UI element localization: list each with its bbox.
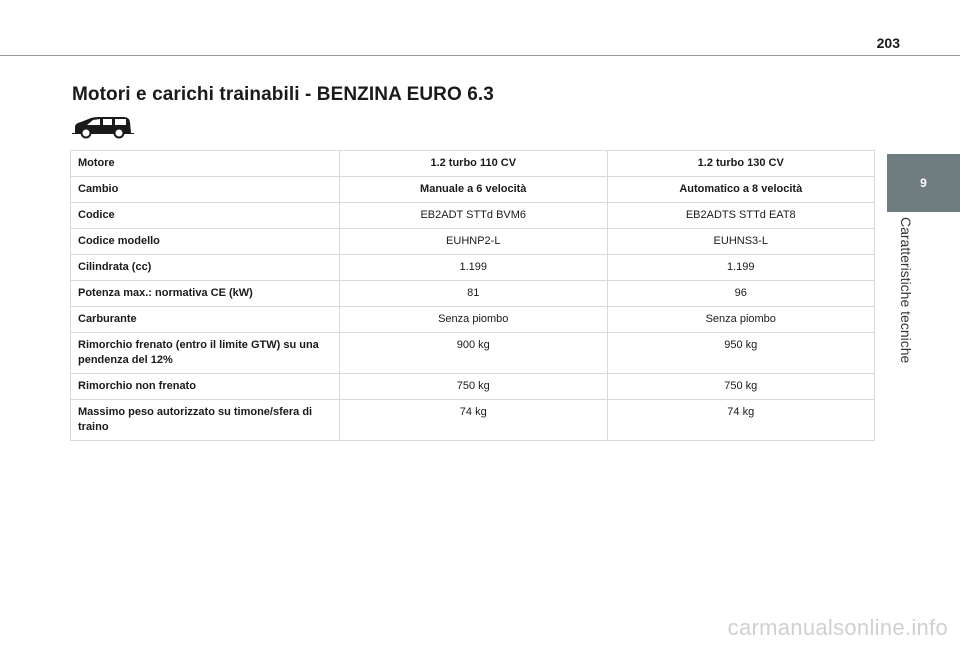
row-value: 81 bbox=[340, 281, 608, 307]
table-row bbox=[71, 374, 875, 400]
row-value: 1.199 bbox=[607, 255, 875, 281]
van-icon bbox=[72, 114, 134, 140]
table-row bbox=[71, 333, 875, 374]
row-value: 74 kg bbox=[340, 400, 608, 441]
row-value: 96 bbox=[607, 281, 875, 307]
top-rule bbox=[0, 55, 960, 56]
row-value: EUHNP2-L bbox=[340, 229, 608, 255]
row-value: 1.199 bbox=[340, 255, 608, 281]
row-label: Potenza max.: normativa CE (kW) bbox=[71, 281, 340, 307]
row-value: EUHNS3-L bbox=[607, 229, 875, 255]
table-row bbox=[71, 255, 875, 281]
row-label: Rimorchio non frenato bbox=[71, 374, 340, 400]
row-label: Codice bbox=[71, 203, 340, 229]
row-value: 1.2 turbo 110 CV bbox=[340, 151, 608, 177]
row-value: Manuale a 6 velocità bbox=[340, 177, 608, 203]
row-value: Senza piombo bbox=[607, 307, 875, 333]
table-row bbox=[71, 203, 875, 229]
row-label: Carburante bbox=[71, 307, 340, 333]
row-value: EB2ADT STTd BVM6 bbox=[340, 203, 608, 229]
row-label: Rimorchio frenato (entro il limite GTW) su una pendenza del 12% bbox=[71, 333, 340, 374]
page-title: Motori e carichi trainabili - BENZINA EURO 6.3 bbox=[72, 84, 494, 105]
row-label: Codice modello bbox=[71, 229, 340, 255]
row-value: Automatico a 8 velocità bbox=[607, 177, 875, 203]
row-value: 750 kg bbox=[607, 374, 875, 400]
row-value: 900 kg bbox=[340, 333, 608, 374]
table-row bbox=[71, 400, 875, 441]
watermark: carmanualsonline.info bbox=[727, 615, 948, 640]
table-row bbox=[71, 151, 875, 177]
table-row bbox=[71, 229, 875, 255]
row-label: Massimo peso autorizzato su timone/sfera di traino bbox=[71, 400, 340, 441]
row-label: Motore bbox=[71, 151, 340, 177]
engine-spec-table bbox=[70, 150, 875, 441]
page-number: 203 bbox=[876, 35, 900, 51]
table-row bbox=[71, 281, 875, 307]
chapter-title: Caratteristiche tecniche bbox=[898, 217, 914, 364]
table-row bbox=[71, 177, 875, 203]
row-value: 750 kg bbox=[340, 374, 608, 400]
row-value: Senza piombo bbox=[340, 307, 608, 333]
row-value: 74 kg bbox=[607, 400, 875, 441]
table-row bbox=[71, 307, 875, 333]
row-value: 1.2 turbo 130 CV bbox=[607, 151, 875, 177]
chapter-tab[interactable]: 9 bbox=[887, 154, 960, 212]
row-label: Cilindrata (cc) bbox=[71, 255, 340, 281]
row-value: 950 kg bbox=[607, 333, 875, 374]
row-label: Cambio bbox=[71, 177, 340, 203]
row-value: EB2ADTS STTd EAT8 bbox=[607, 203, 875, 229]
